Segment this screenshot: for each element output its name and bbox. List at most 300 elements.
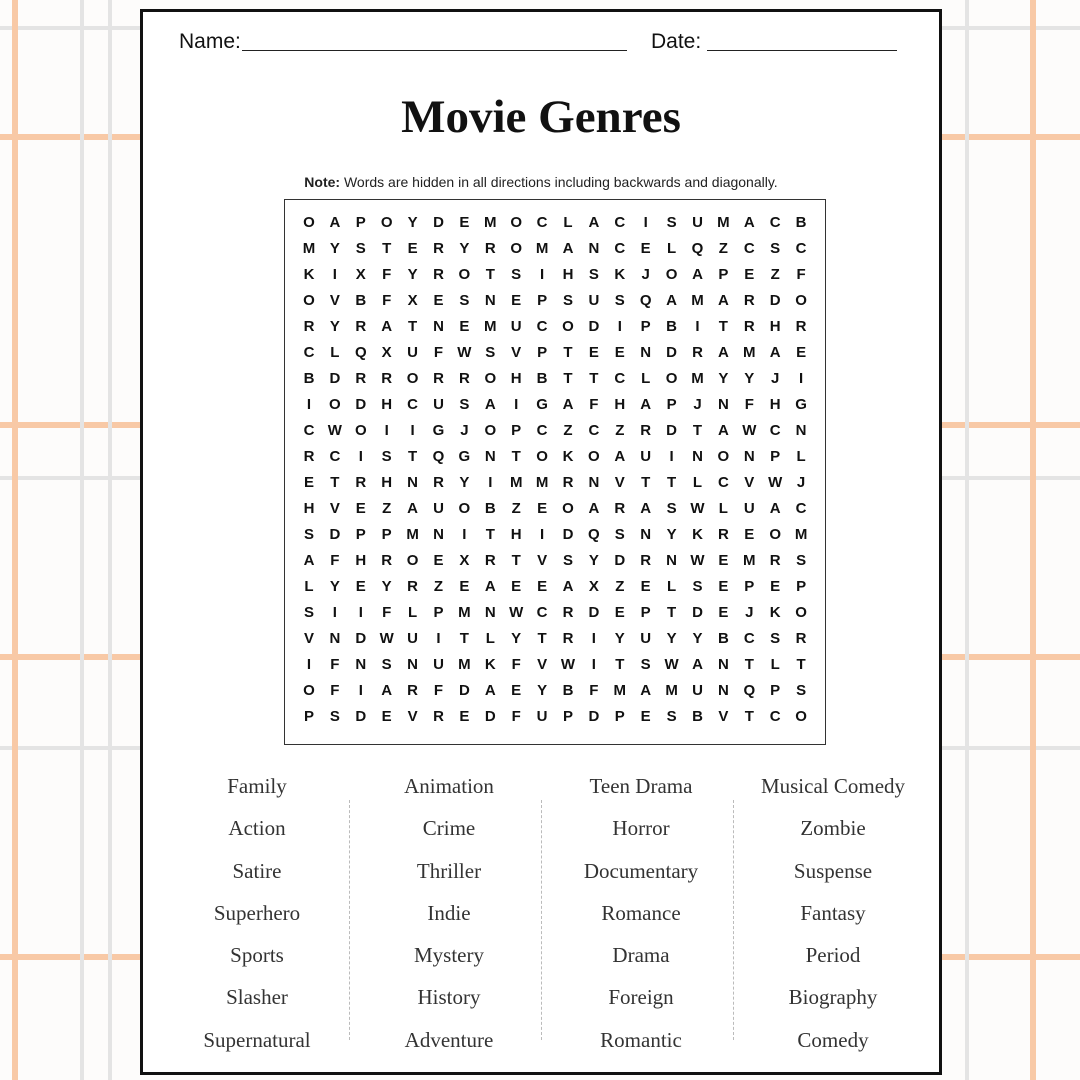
grid-row xyxy=(285,704,825,730)
grid-letter: F xyxy=(382,292,392,309)
word-item: Animation xyxy=(404,774,494,798)
grid-letter: M xyxy=(509,474,523,491)
grid-letter: U xyxy=(433,500,444,517)
grid-letter: I xyxy=(643,214,648,231)
grid-letter: F xyxy=(330,682,340,699)
grid-letter: P xyxy=(770,448,781,465)
grid-letter: R xyxy=(433,266,444,283)
grid-letter: N xyxy=(717,682,729,699)
grid-letter: F xyxy=(433,682,444,699)
grid-letter: D xyxy=(692,604,703,621)
grid-letter: X xyxy=(355,266,366,283)
grid-letter: A xyxy=(407,500,419,517)
grid-letter: C xyxy=(614,240,626,257)
grid-letter: L xyxy=(304,578,314,595)
grid-letter: S xyxy=(459,396,470,413)
grid-letter: D xyxy=(355,630,367,647)
grid-letter: Q xyxy=(691,240,704,257)
grid-letter: D xyxy=(433,214,444,231)
grid-letter: A xyxy=(717,292,729,309)
grid-letter: T xyxy=(692,422,703,439)
word-item: Musical Comedy xyxy=(760,774,906,798)
grid-letter: F xyxy=(511,708,521,725)
grid-letter: I xyxy=(488,474,493,491)
grid-letter: U xyxy=(588,292,600,309)
grid-letter: T xyxy=(382,240,392,257)
grid-letter: A xyxy=(562,578,574,595)
grid-letter: A xyxy=(717,344,729,361)
word-column xyxy=(545,770,737,1066)
grid-letter: C xyxy=(795,500,807,517)
grid-letter: E xyxy=(407,240,418,257)
grid-letter: Z xyxy=(511,500,521,517)
grid-letter: C xyxy=(769,708,781,725)
grid-letter: M xyxy=(665,682,678,699)
word-item: Zombie xyxy=(800,816,866,841)
grid-letter: M xyxy=(535,474,549,491)
grid-letter: U xyxy=(743,500,755,517)
grid-letter: I xyxy=(669,448,674,465)
grid-letter: H xyxy=(510,370,522,387)
grid-letter: E xyxy=(459,708,470,725)
word-item: Romance xyxy=(601,900,681,925)
grid-letter: G xyxy=(458,448,471,465)
grid-letter: C xyxy=(536,214,548,231)
grid-letter: D xyxy=(329,370,341,387)
grid-letter: T xyxy=(641,474,651,491)
grid-letter: G xyxy=(536,396,548,413)
grid-letter: R xyxy=(743,318,755,335)
grid-letter: C xyxy=(743,240,755,257)
grid-letter: Z xyxy=(718,240,728,257)
grid-letter: H xyxy=(562,266,574,283)
grid-letter: T xyxy=(744,656,754,673)
grid-letter: T xyxy=(718,318,728,335)
date-line xyxy=(707,50,897,51)
grid-letter: E xyxy=(459,578,470,595)
word-item: Teen Drama xyxy=(589,774,693,798)
grid-row xyxy=(285,574,825,600)
word-item: Crime xyxy=(422,816,476,841)
grid-row xyxy=(285,314,825,340)
grid-letter: O xyxy=(458,500,471,517)
grid-letter: S xyxy=(511,266,522,283)
grid-letter: L xyxy=(485,630,495,647)
grid-letter: L xyxy=(667,578,677,595)
grid-letter: A xyxy=(484,682,496,699)
grid-letter: E xyxy=(381,708,392,725)
grid-letter: T xyxy=(511,448,521,465)
grid-letter: R xyxy=(562,604,574,621)
grid-letter: S xyxy=(692,578,703,595)
grid-letter: P xyxy=(355,214,366,231)
grid-letter: N xyxy=(433,318,444,335)
grid-letter: E xyxy=(433,552,444,569)
grid-letter: N xyxy=(484,604,496,621)
grid-row xyxy=(285,678,825,704)
grid-row xyxy=(285,470,825,496)
grid-letter: U xyxy=(536,708,548,725)
grid-letter: C xyxy=(614,214,626,231)
grid-letter: T xyxy=(796,656,806,673)
grid-letter: W xyxy=(457,344,472,361)
grid-row xyxy=(285,444,825,470)
word-item: Biography xyxy=(788,985,878,1010)
grid-letter: E xyxy=(355,500,366,517)
grid-row xyxy=(285,392,825,418)
grid-letter: S xyxy=(459,292,470,309)
grid-letter: V xyxy=(537,656,548,673)
grid-letter: M xyxy=(691,370,704,387)
grid-letter: C xyxy=(588,422,600,439)
grid-letter: Y xyxy=(537,682,548,699)
grid-letter: E xyxy=(718,604,729,621)
word-item: Indie xyxy=(427,900,471,925)
grid-letter: R xyxy=(303,318,315,335)
grid-letter: N xyxy=(692,448,703,465)
grid-letter: T xyxy=(459,630,469,647)
grid-letter: E xyxy=(537,578,548,595)
header xyxy=(179,30,903,60)
grid-letter: N xyxy=(717,396,729,413)
grid-letter: J xyxy=(796,474,806,491)
grid-letter: E xyxy=(511,682,522,699)
grid-row xyxy=(285,418,825,444)
grid-letter: D xyxy=(588,604,600,621)
grid-letter: K xyxy=(614,266,626,283)
grid-letter: M xyxy=(458,656,471,673)
word-item: Family xyxy=(227,774,287,798)
grid-letter: O xyxy=(665,266,678,283)
grid-letter: J xyxy=(460,422,469,439)
grid-letter: O xyxy=(795,292,807,309)
grid-letter: N xyxy=(640,344,652,361)
grid-letter: E xyxy=(303,474,314,491)
grid-letter: M xyxy=(302,240,316,257)
grid-letter: S xyxy=(303,526,314,543)
grid-letter: L xyxy=(641,370,651,387)
grid-letter: E xyxy=(640,240,651,257)
grid-letter: Y xyxy=(744,370,755,387)
grid-letter: Q xyxy=(743,682,756,699)
grid-letter: Q xyxy=(588,526,600,543)
grid-letter: K xyxy=(303,266,315,283)
grid-letter: V xyxy=(303,630,314,647)
grid-row xyxy=(285,210,825,236)
grid-letter: Q xyxy=(432,448,445,465)
grid-row xyxy=(285,262,825,288)
grid-letter: L xyxy=(667,240,677,257)
grid-letter: S xyxy=(562,552,573,569)
grid-letter: D xyxy=(588,318,600,335)
grid-letter: W xyxy=(768,474,783,491)
grid-letter: D xyxy=(484,708,496,725)
grid-letter: A xyxy=(666,292,678,309)
grid-letter: L xyxy=(408,604,418,621)
grid-letter: L xyxy=(330,344,340,361)
grid-letter: I xyxy=(695,318,700,335)
grid-letter: I xyxy=(591,656,596,673)
grid-letter: Y xyxy=(407,266,418,283)
grid-letter: O xyxy=(536,448,548,465)
grid-letter: F xyxy=(744,396,754,413)
grid-letter: B xyxy=(355,292,367,309)
grid-letter: A xyxy=(717,422,729,439)
grid-letter: W xyxy=(742,422,757,439)
grid-letter: A xyxy=(692,656,703,673)
grid-letter: J xyxy=(745,604,754,621)
grid-letter: R xyxy=(381,552,393,569)
grid-letter: Z xyxy=(615,422,625,439)
grid-letter: U xyxy=(407,344,419,361)
grid-letter: X xyxy=(459,552,470,569)
grid-letter: R xyxy=(433,240,444,257)
word-item: Period xyxy=(805,943,861,968)
grid-letter: E xyxy=(511,292,522,309)
grid-letter: C xyxy=(743,630,755,647)
word-item: Slasher xyxy=(226,985,288,1010)
grid-letter: U xyxy=(510,318,522,335)
name-label: Name: xyxy=(179,30,241,53)
grid-letter: N xyxy=(795,422,807,439)
grid-letter: D xyxy=(458,682,470,699)
word-item: Superhero xyxy=(213,900,301,925)
grid-letter: Y xyxy=(459,474,470,491)
grid-letter: H xyxy=(381,474,393,491)
grid-letter: Y xyxy=(381,578,392,595)
grid-letter: S xyxy=(562,292,573,309)
grid-letter: R xyxy=(640,552,652,569)
grid-letter: Z xyxy=(433,578,444,595)
grid-letter: W xyxy=(379,630,394,647)
grid-letter: F xyxy=(330,656,340,673)
grid-letter: D xyxy=(666,422,678,439)
grid-letter: H xyxy=(303,500,315,517)
grid-letter: X xyxy=(381,344,392,361)
grid-letter: R xyxy=(562,474,574,491)
grid-letter: T xyxy=(330,474,340,491)
grid-letter: S xyxy=(666,500,677,517)
grid-letter: U xyxy=(640,448,652,465)
grid-letter: O xyxy=(380,214,393,231)
grid-letter: C xyxy=(717,474,729,491)
grid-letter: O xyxy=(406,552,419,569)
grid-letter: A xyxy=(484,396,496,413)
grid-letter: E xyxy=(770,578,781,595)
grid-letter: F xyxy=(511,656,521,673)
grid-letter: R xyxy=(795,630,807,647)
word-column xyxy=(161,770,353,1066)
grid-letter: S xyxy=(770,630,781,647)
grid-letter: B xyxy=(484,500,496,517)
grid-letter: I xyxy=(410,422,415,439)
grid-letter: D xyxy=(329,526,341,543)
grid-letter: E xyxy=(640,708,651,725)
grid-letter: T xyxy=(589,370,599,387)
grid-letter: Y xyxy=(329,240,340,257)
grid-letter: O xyxy=(795,708,807,725)
grid-letter: U xyxy=(433,396,444,413)
grid-letter: E xyxy=(459,318,470,335)
word-item: Romantic xyxy=(600,1027,682,1052)
word-item: History xyxy=(417,985,481,1010)
grid-letter: A xyxy=(329,214,341,231)
grid-letter: A xyxy=(484,578,496,595)
grid-letter: I xyxy=(799,370,804,387)
grid-letter: S xyxy=(355,240,366,257)
grid-letter: Y xyxy=(692,630,703,647)
grid-letter: Y xyxy=(329,318,340,335)
grid-letter: T xyxy=(744,708,754,725)
grid-letter: Q xyxy=(354,344,367,361)
grid-letter: M xyxy=(484,318,497,335)
grid-letter: N xyxy=(484,448,496,465)
grid-letter: P xyxy=(666,396,677,413)
grid-letter: E xyxy=(614,344,625,361)
grid-letter: N xyxy=(484,292,496,309)
grid-letter: E xyxy=(744,266,755,283)
word-item: Supernatural xyxy=(203,1027,311,1052)
grid-letter: W xyxy=(560,656,576,673)
grid-letter: A xyxy=(640,682,652,699)
grid-letter: S xyxy=(770,240,781,257)
grid-letter: F xyxy=(382,266,392,283)
grid-letter: R xyxy=(614,500,626,517)
word-list xyxy=(161,770,921,1060)
grid-letter: D xyxy=(355,396,367,413)
grid-letter: Y xyxy=(718,370,729,387)
grid-letter: P xyxy=(614,708,625,725)
grid-letter: F xyxy=(330,552,340,569)
grid-letter: N xyxy=(717,656,729,673)
grid-letter: A xyxy=(640,396,652,413)
grid-row xyxy=(285,626,825,652)
grid-letter: N xyxy=(743,448,755,465)
grid-letter: O xyxy=(484,422,497,439)
grid-letter: A xyxy=(562,396,574,413)
grid-letter: R xyxy=(303,448,315,465)
grid-letter: D xyxy=(666,344,678,361)
grid-letter: O xyxy=(484,370,497,387)
grid-letter: C xyxy=(769,422,781,439)
grid-letter: O xyxy=(303,292,315,309)
grid-letter: M xyxy=(717,214,730,231)
grid-letter: I xyxy=(436,630,441,647)
word-item: Drama xyxy=(612,943,670,968)
grid-letter: F xyxy=(796,266,806,283)
grid-letter: R xyxy=(433,708,444,725)
grid-letter: T xyxy=(667,604,677,621)
grid-letter: T xyxy=(408,318,418,335)
grid-letter: R xyxy=(562,630,574,647)
grid-letter: R xyxy=(717,526,729,543)
grid-letter: C xyxy=(303,422,315,439)
word-item: Thriller xyxy=(416,858,482,883)
grid-letter: Q xyxy=(639,292,652,309)
grid-letter: I xyxy=(617,318,622,335)
grid-letter: C xyxy=(614,370,626,387)
word-item: Mystery xyxy=(414,943,484,968)
grid-letter: E xyxy=(614,604,625,621)
grid-letter: R xyxy=(407,578,419,595)
grid-letter: O xyxy=(769,526,782,543)
grid-letter: S xyxy=(796,682,807,699)
grid-letter: C xyxy=(536,318,548,335)
grid-letter: O xyxy=(329,396,341,413)
grid-letter: V xyxy=(329,500,340,517)
grid-letter: E xyxy=(718,578,729,595)
grid-letter: S xyxy=(329,708,340,725)
grid-letter: M xyxy=(458,604,471,621)
grid-row xyxy=(285,340,825,366)
grid-letter: N xyxy=(588,474,600,491)
grid-letter: Y xyxy=(614,630,625,647)
grid-letter: U xyxy=(407,630,419,647)
grid-letter: N xyxy=(640,526,652,543)
grid-letter: P xyxy=(744,578,755,595)
grid-letter: E xyxy=(511,578,522,595)
grid-letter: I xyxy=(358,682,363,699)
grid-letter: V xyxy=(718,708,729,725)
grid-letter: P xyxy=(770,682,781,699)
grid-letter: M xyxy=(484,214,497,231)
grid-letter: R xyxy=(692,344,703,361)
grid-row xyxy=(285,600,825,626)
grid-letter: N xyxy=(433,526,444,543)
grid-letter: C xyxy=(795,240,807,257)
grid-letter: A xyxy=(640,500,652,517)
grid-letter: A xyxy=(614,448,626,465)
grid-letter: N xyxy=(355,656,367,673)
word-item: Comedy xyxy=(797,1027,869,1052)
grid-letter: A xyxy=(588,500,600,517)
grid-letter: R xyxy=(484,552,496,569)
grid-letter: E xyxy=(537,500,548,517)
grid-letter: I xyxy=(591,630,596,647)
grid-row xyxy=(285,652,825,678)
grid-letter: F xyxy=(382,604,392,621)
grid-letter: E xyxy=(796,344,807,361)
word-column xyxy=(353,770,545,1066)
word-item: Fantasy xyxy=(800,900,866,925)
grid-letter: R xyxy=(433,370,444,387)
grid-letter: L xyxy=(718,500,728,517)
grid-letter: R xyxy=(640,422,652,439)
grid-letter: V xyxy=(511,344,522,361)
grid-letter: F xyxy=(433,344,444,361)
grid-letter: N xyxy=(588,240,600,257)
grid-letter: Y xyxy=(511,630,522,647)
grid-letter: T xyxy=(485,526,495,543)
grid-letter: S xyxy=(381,448,392,465)
grid-letter: W xyxy=(690,552,705,569)
grid-letter: S xyxy=(666,214,677,231)
grid-letter: H xyxy=(769,396,781,413)
grid-letter: V xyxy=(407,708,418,725)
grid-letter: A xyxy=(588,214,600,231)
grid-letter: E xyxy=(718,552,729,569)
grid-letter: R xyxy=(484,240,496,257)
grid-letter: M xyxy=(691,292,704,309)
instructions-note xyxy=(143,174,939,190)
grid-letter: T xyxy=(563,344,573,361)
grid-letter: W xyxy=(327,422,342,439)
grid-letter: S xyxy=(381,656,392,673)
grid-letter: R xyxy=(355,370,367,387)
grid-letter: B xyxy=(717,630,729,647)
grid-letter: Y xyxy=(459,240,470,257)
grid-letter: P xyxy=(796,578,807,595)
